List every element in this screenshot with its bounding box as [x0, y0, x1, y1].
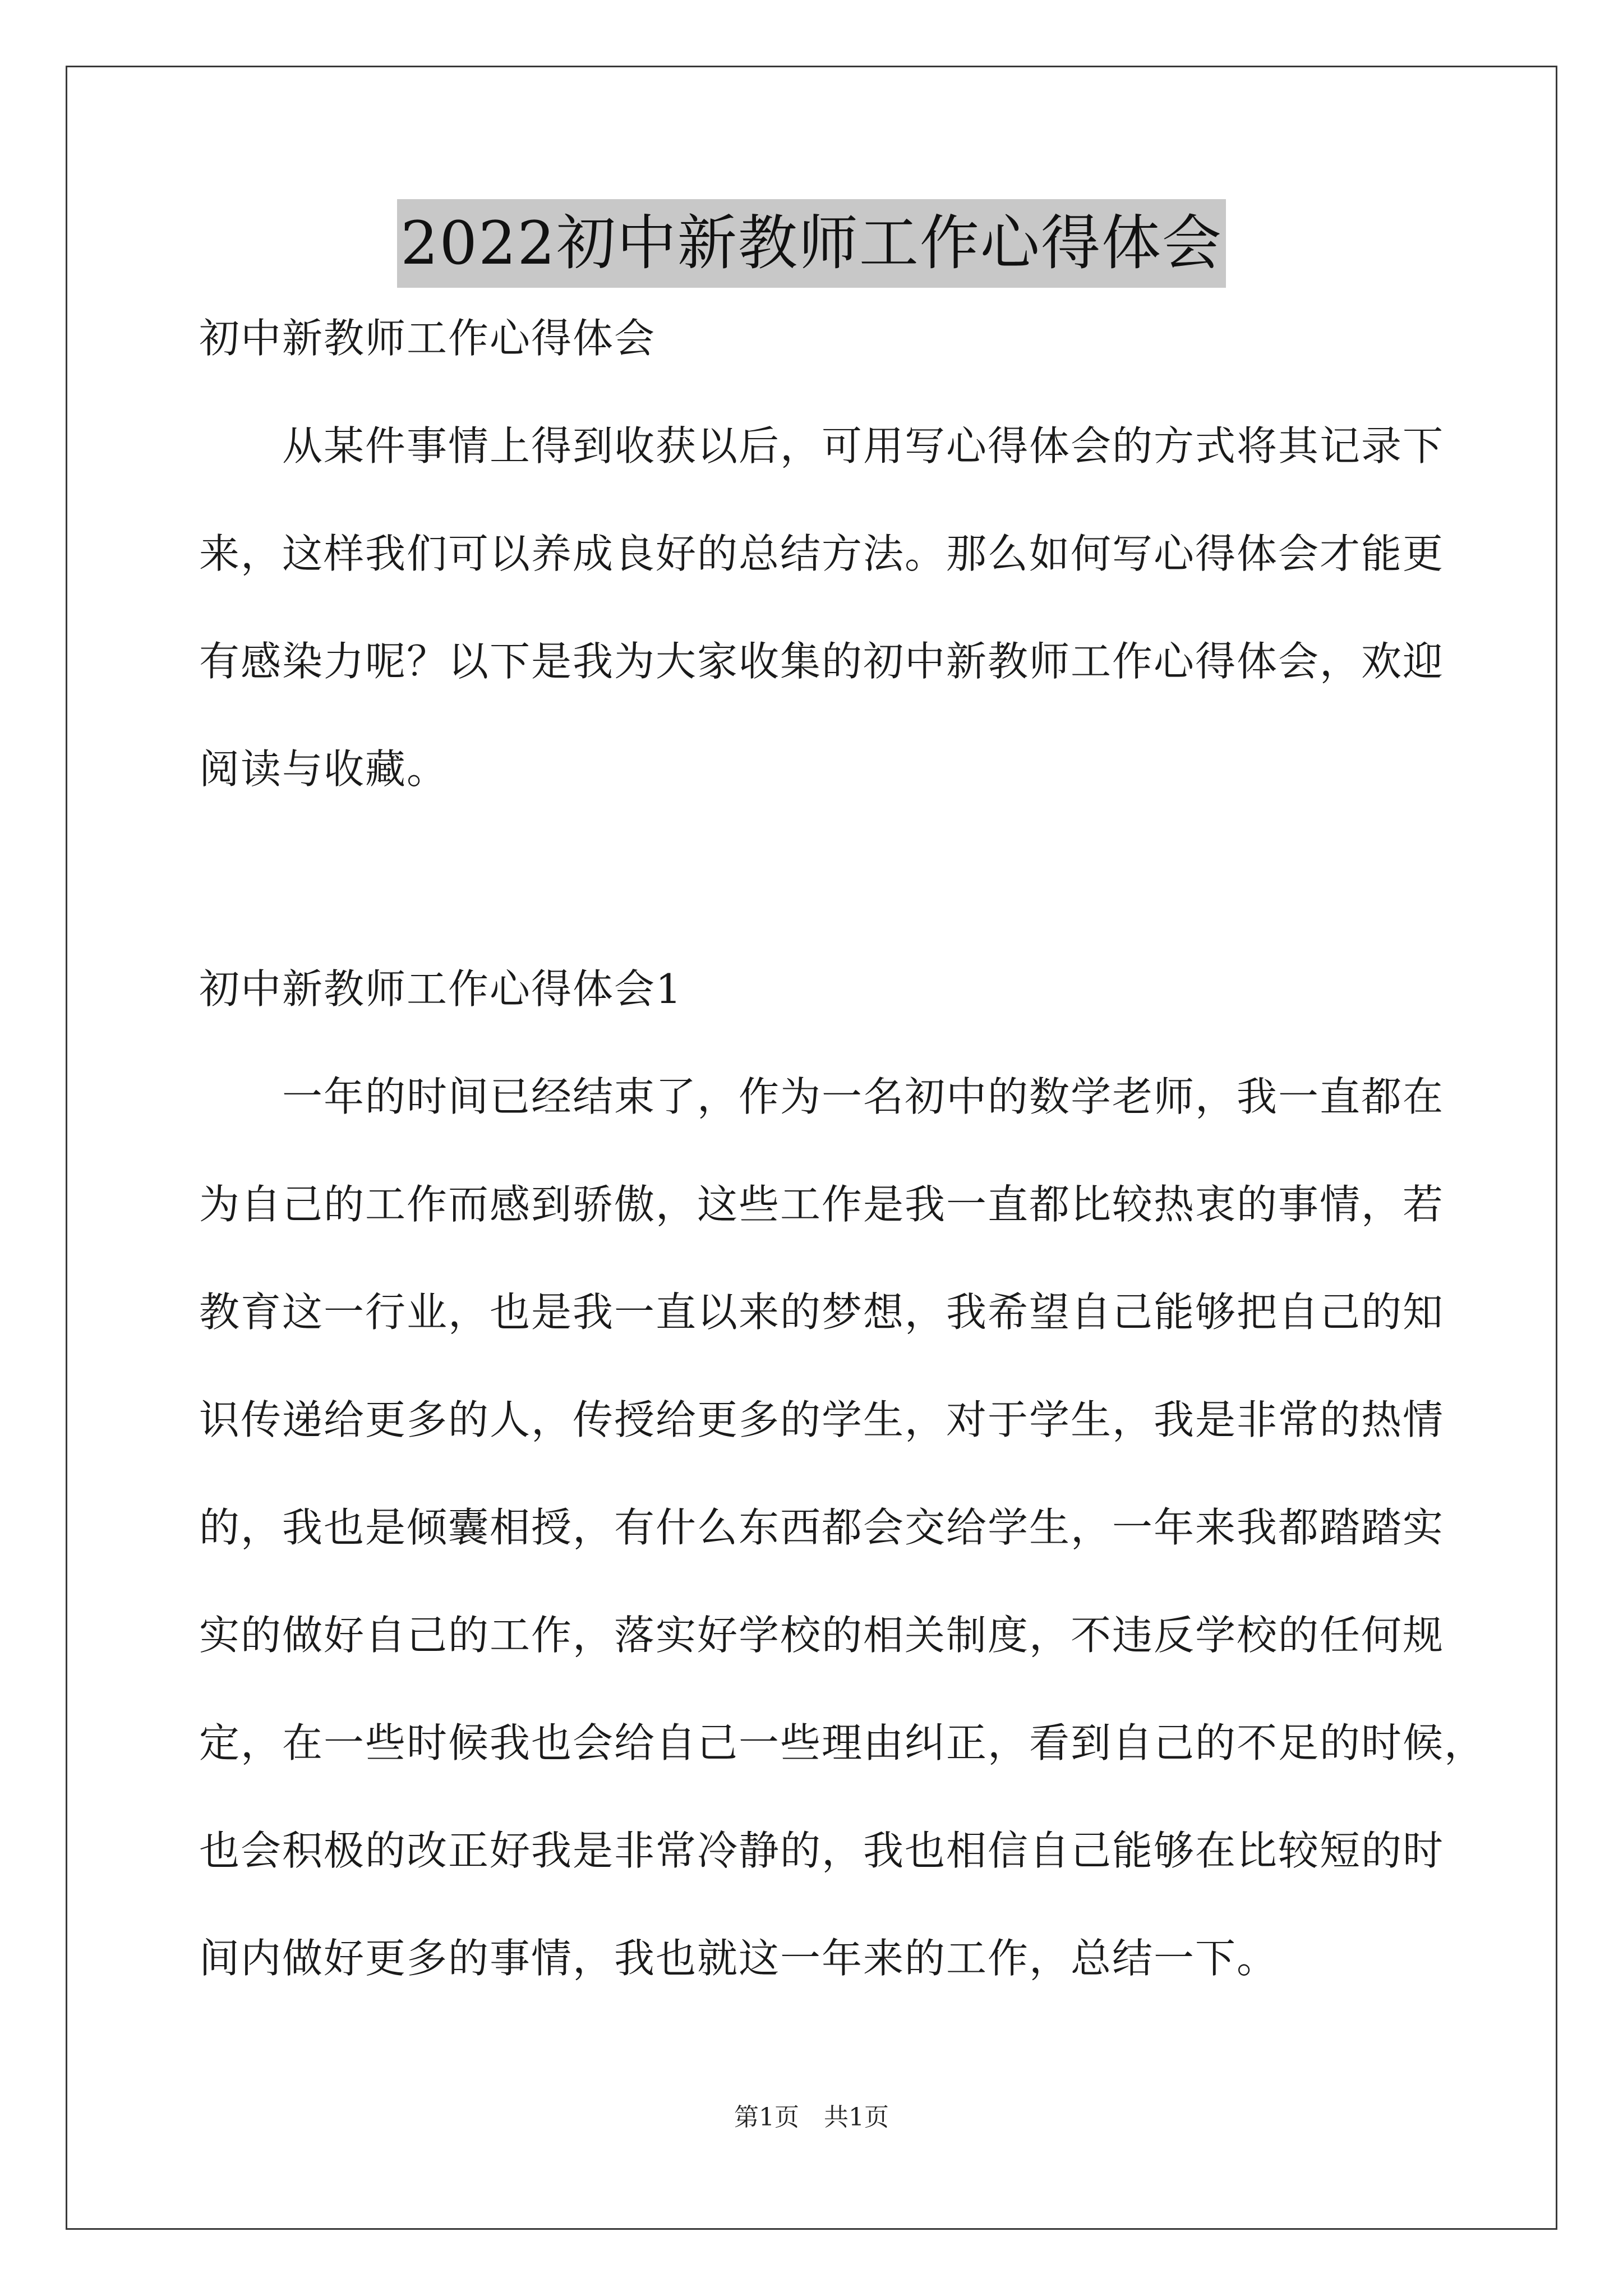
paragraph-line: 为自己的工作而感到骄傲，这些工作是我一直都比较热衷的事情，若 [199, 1181, 1445, 1228]
section-spacer [199, 850, 1433, 962]
paragraph-line: 的，我也是倾囊相授，有什么东西都会交给学生，一年来我都踏踏实 [199, 1504, 1445, 1551]
paragraph-line: 实的做好自己的工作，落实好学校的相关制度，不违反学校的任何规 [199, 1612, 1445, 1659]
section-paragraph [199, 1070, 1486, 2039]
document-title: 2022初中新教师工作心得体会 [397, 199, 1226, 288]
intro-paragraph [199, 419, 1445, 850]
intro-heading: 初中新教师工作心得体会 [199, 315, 656, 362]
paragraph-line: 来，这样我们可以养成良好的总结方法。那么如何写心得体会才能更 [199, 530, 1445, 577]
title-container [0, 199, 1623, 288]
paragraph-line: 一年的时间已经结束了，作为一名初中的数学老师，我一直都在 [282, 1073, 1445, 1120]
paragraph-line: 教育这一行业，也是我一直以来的梦想，我希望自己能够把自己的知 [199, 1289, 1445, 1336]
paragraph-line: 也会积极的改正好我是非常冷静的，我也相信自己能够在比较短的时 [199, 1827, 1445, 1874]
paragraph-line: 间内做好更多的事情，我也就这一年来的工作，总结一下。 [199, 1935, 1279, 1982]
document-body [199, 311, 1486, 2039]
paragraph-line: 有感染力呢？以下是我为大家收集的初中新教师工作心得体会，欢迎 [199, 638, 1445, 685]
page-total: 共1页 [824, 2103, 889, 2132]
paragraph-line: 定，在一些时候我也会给自己一些理由纠正，看到自己的不足的时候， [199, 1719, 1486, 1766]
paragraph-line: 从某件事情上得到收获以后，可用写心得体会的方式将其记录下 [282, 422, 1445, 470]
page-number: 第1页 [734, 2103, 799, 2132]
page-footer [0, 2101, 1623, 2134]
paragraph-line: 阅读与收藏。 [199, 746, 449, 793]
paragraph-line: 识传递给更多的人，传授给更多的学生，对于学生，我是非常的热情 [199, 1396, 1445, 1443]
section-heading: 初中新教师工作心得体会1 [199, 965, 683, 1013]
